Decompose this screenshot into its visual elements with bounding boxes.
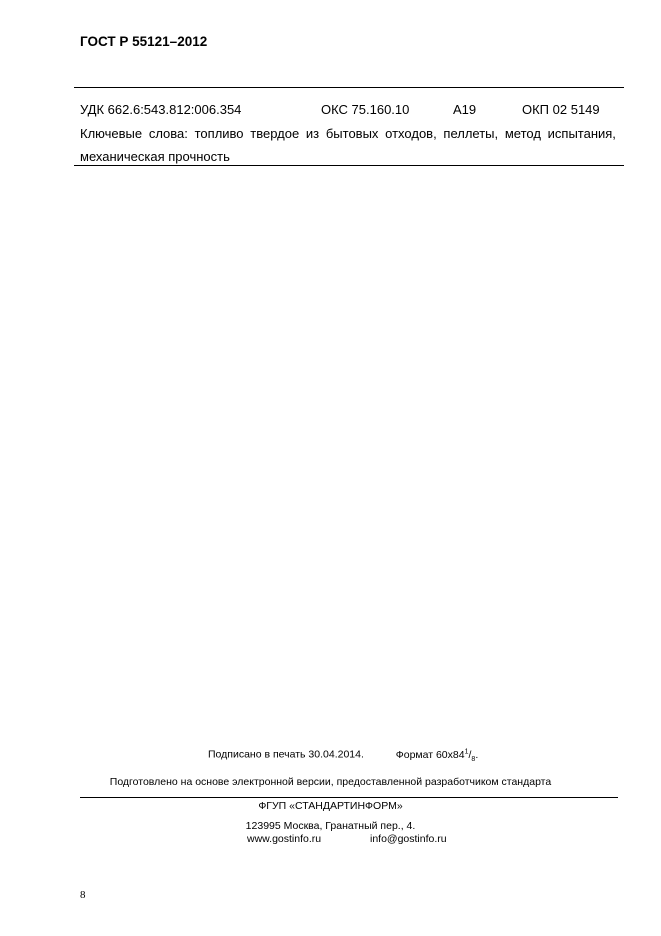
keyword-word: бытовых: [325, 126, 379, 141]
website-link[interactable]: www.gostinfo.ru: [247, 833, 322, 845]
document-header: ГОСТ Р 55121–2012: [80, 34, 208, 49]
keywords-divider: [74, 165, 624, 166]
okp-code: ОКП 02 5149: [522, 102, 600, 117]
keyword-word: из: [305, 126, 320, 141]
top-divider: [74, 87, 624, 88]
prepared-note: Подготовлено на основе электронной версии, предоставленной разработчиком стандарта: [109, 776, 552, 788]
keyword-word: топливо: [194, 126, 244, 141]
keyword-word: слова:: [148, 126, 188, 141]
keyword-word: твердое: [250, 126, 300, 141]
publisher-address: 123995 Москва, Гранатный пер., 4.: [245, 820, 416, 832]
keyword-word: Ключевые: [80, 126, 143, 141]
keyword-word: метод: [504, 126, 541, 141]
email-link[interactable]: info@gostinfo.ru: [370, 833, 447, 845]
oks-code: ОКС 75.160.10: [321, 102, 410, 117]
signed-date-line: [208, 748, 478, 763]
udk-code: УДК 662.6:543.812:006.354: [80, 102, 242, 117]
keyword-word: испытания,: [547, 126, 616, 141]
imprint-divider: [80, 797, 618, 798]
publisher-name: ФГУП «СТАНДАРТИНФОРМ»: [258, 800, 403, 812]
class-code: А19: [453, 102, 477, 117]
keyword-word: пеллеты,: [443, 126, 499, 141]
keywords-line-2: механическая прочность: [80, 149, 230, 164]
keywords-line-1: [80, 126, 616, 141]
page-number: 8: [80, 889, 86, 901]
keyword-word: отходов,: [385, 126, 437, 141]
format-text: Формат $60х84^1/_8$.: [395, 748, 479, 763]
signed-text: Подписано в печать 30.04.2014.: [208, 748, 364, 761]
